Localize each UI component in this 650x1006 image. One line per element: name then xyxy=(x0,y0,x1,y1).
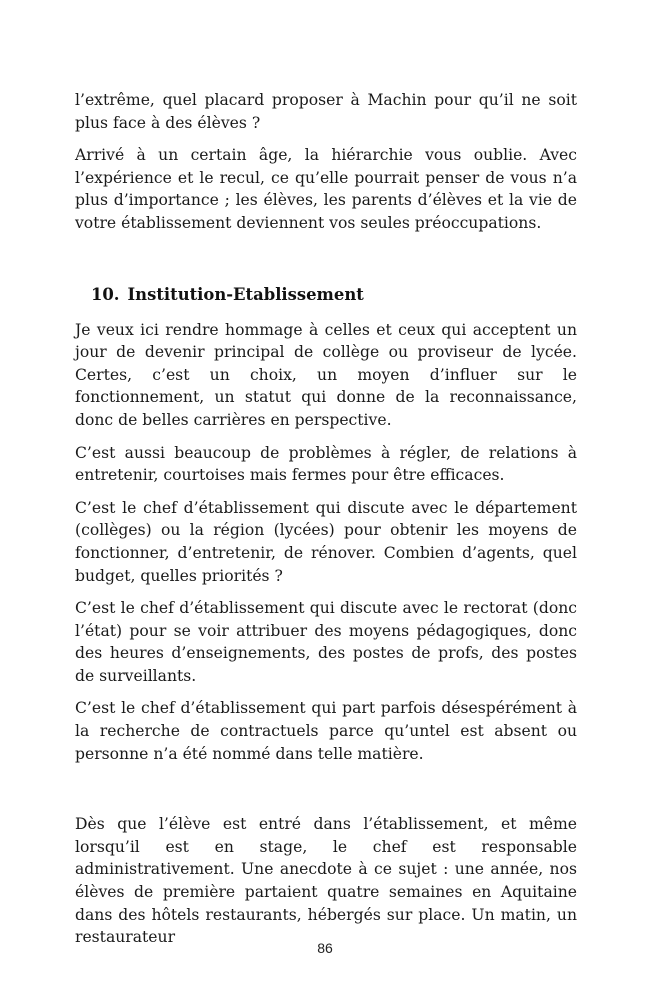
page-number: 86 xyxy=(317,940,333,956)
paragraph-stage: Dès que l’élève est entré dans l’établissement, et même lorsqu’il est en stage, le chef est responsable administrativement. Une anecdote à ce sujet : une année, nos élèves de première partaient quatre semaines en Aquitaine dans des hôtels restaurants, hébergés sur place. Un matin, un restaurateur xyxy=(75,815,577,947)
paragraph-hierarchie: Arrivé à un certain âge, la hiérarchie vous oublie. Avec l’expérience et le recul, ce qu’elle pourrait penser de vous n’a plus d’importance ; les élèves, les parents d’élèves et la vie de votre établissement deviennent vos seules préoccupations. xyxy=(75,146,577,232)
paragraph-contractuels: C’est le chef d’établissement qui part parfois désespérément à la recherche de contractuels parce qu’untel est absent ou personne n’a été nommé dans telle matière. xyxy=(75,699,577,763)
section-number: 10. xyxy=(91,284,120,304)
paragraph-placard: l’extrême, quel placard proposer à Machin pour qu’il ne soit plus face à des élèves ? xyxy=(75,91,577,132)
section-title: Institution-Etablissement xyxy=(127,284,364,304)
spacer xyxy=(75,245,577,283)
spacer xyxy=(75,775,577,813)
section-heading xyxy=(91,283,577,307)
paragraph-departement: C’est le chef d’établissement qui discute avec le département (collèges) ou la région (lycées) pour obtenir les moyens de fonctionner, d’entretenir, de rénover. Combien d’agents, quel budget, quelles priorités ? xyxy=(75,498,577,585)
page-content xyxy=(75,89,577,959)
paragraph-problemes: C’est aussi beaucoup de problèmes à régler, de relations à entretenir, courtoises mais fermes pour être efficaces. xyxy=(75,443,577,485)
paragraph-hommage: Je veux ici rendre hommage à celles et ceux qui acceptent un jour de devenir principal de collège ou proviseur de lycée. Certes, c’est un choix, un moyen d’influer sur le fonctionnement, un statut qui donne de la reconnaissance, donc de belles carrières en perspective. xyxy=(75,320,577,429)
paragraph-rectorat: C’est le chef d’établissement qui discute avec le rectorat (donc l’état) pour se voir attribuer des moyens pédagogiques, donc des heures d’enseignements, des postes de profs, des postes de surveillants. xyxy=(75,599,577,685)
